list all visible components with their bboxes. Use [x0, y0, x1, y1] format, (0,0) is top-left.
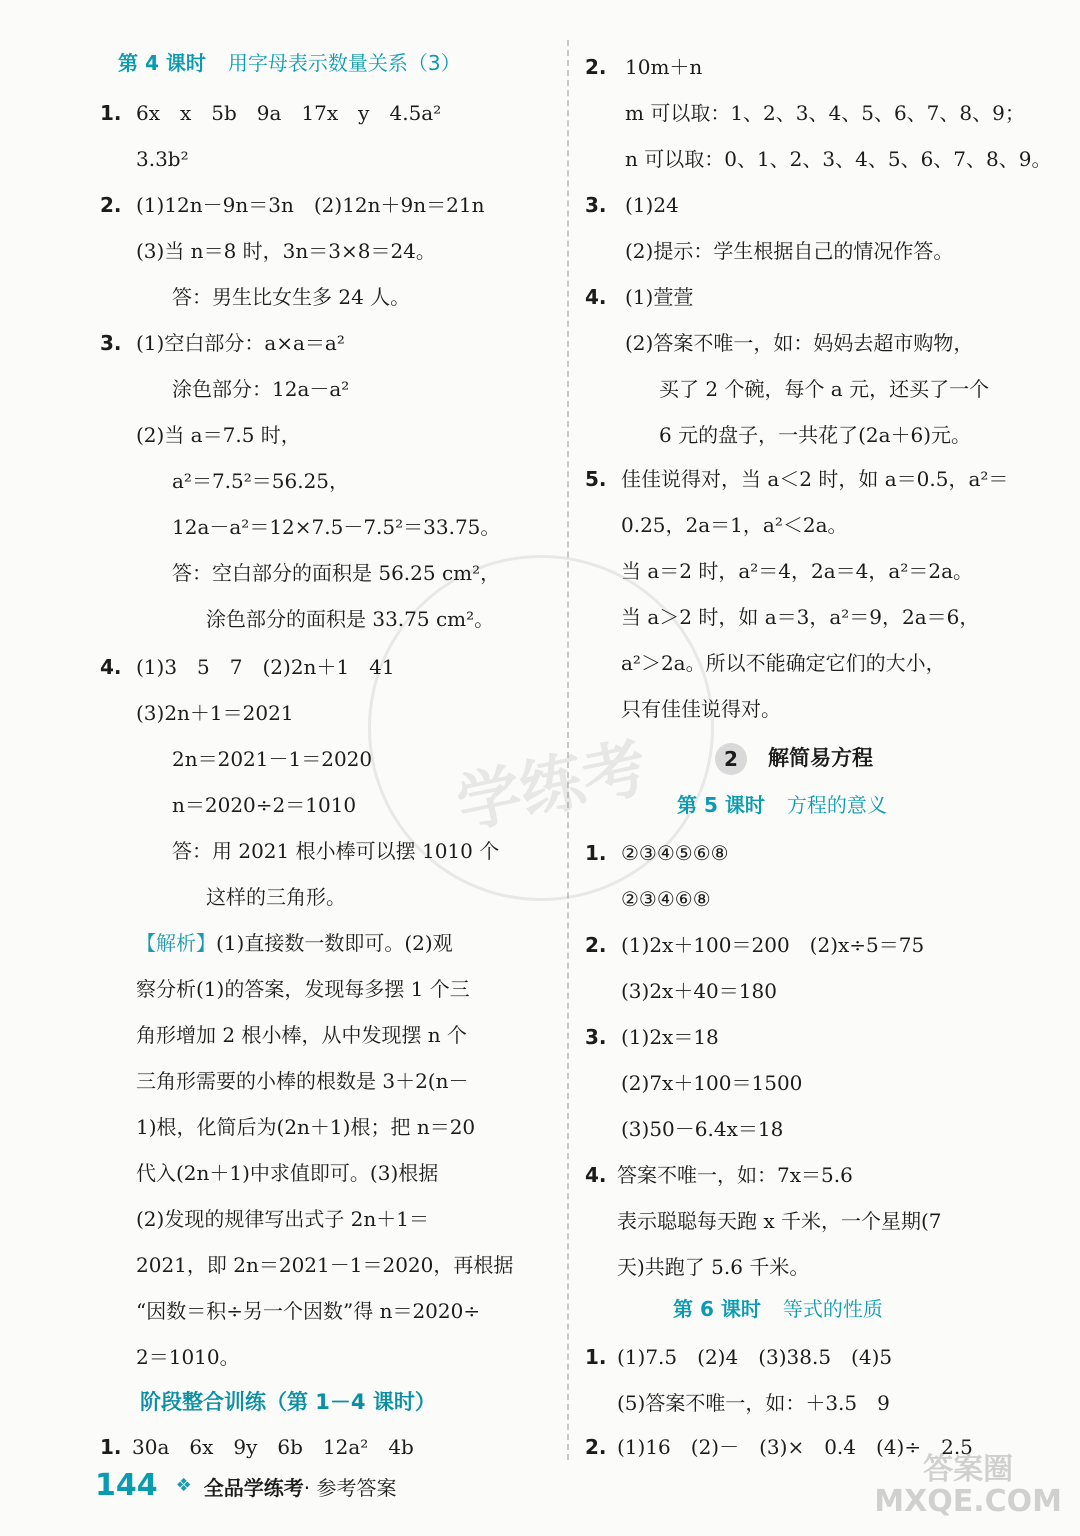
- diamond-icon: ❖: [175, 1475, 192, 1496]
- question-number: 4.: [100, 655, 122, 679]
- question-number: 1.: [100, 1435, 122, 1459]
- lesson-6-label: 第 6 课时: [673, 1297, 761, 1321]
- question-number: 1.: [100, 101, 122, 125]
- answer-line: 答：男生比女生多 24 人。: [172, 285, 411, 309]
- page-footer: [95, 1468, 396, 1503]
- answer-line: (1)空白部分：a×a＝a²: [136, 331, 345, 355]
- phase-training-heading: 阶段整合训练（第 1－4 课时）: [140, 1390, 436, 1414]
- lesson-4-title: 用字母表示数量关系（3）: [227, 51, 461, 75]
- answer-line: (2)答案不唯一，如：妈妈去超市购物，: [625, 331, 974, 355]
- analysis-line: 察分析(1)的答案，发现每多摆 1 个三: [136, 977, 470, 1001]
- answer-line: 涂色部分：12a－a²: [172, 377, 350, 401]
- question-number: 3.: [585, 1025, 607, 1049]
- lesson-4-label: 第 4 课时: [118, 51, 206, 75]
- question-number: 4.: [585, 285, 607, 309]
- question-number: 2.: [585, 1435, 607, 1459]
- lesson-5-heading: [677, 790, 887, 820]
- question-number: 1.: [585, 1345, 607, 1369]
- answer-line: n＝2020÷2＝1010: [172, 793, 357, 817]
- answer-line: 答案不唯一，如：7x＝5.6: [617, 1163, 853, 1187]
- answer-line: n 可以取：0、1、2、3、4、5、6、7、8、9。: [625, 147, 1052, 171]
- answer-line: 12a－a²＝12×7.5－7.5²＝33.75。: [172, 515, 501, 539]
- answer-line: 天)共跑了 5.6 千米。: [617, 1255, 810, 1279]
- answer-line: 表示聪聪每天跑 x 千米，一个星期(7: [617, 1209, 942, 1233]
- unit-title: 解简易方程: [768, 746, 873, 770]
- watermark-stamp-text: 学练考: [450, 730, 654, 844]
- lesson-5-title: 方程的意义: [786, 793, 887, 817]
- lesson-6-title: 等式的性质: [782, 1297, 883, 1321]
- answer-line: (2)提示：学生根据自己的情况作答。: [625, 239, 954, 263]
- answer-line: 3.3b²: [136, 147, 189, 171]
- answer-line: (1)24: [625, 193, 679, 217]
- question-number: 1.: [585, 841, 607, 865]
- analysis-text: (1)直接数一数即可。(2)观: [216, 931, 453, 955]
- answer-line: 这样的三角形。: [206, 885, 346, 909]
- question-number: 3.: [100, 331, 122, 355]
- answer-line: (1)7.5 (2)4 (3)38.5 (4)5: [617, 1345, 893, 1369]
- answer-line: (1)2x＋100＝200 (2)x÷5＝75: [621, 933, 925, 957]
- book-subtitle: · 参考答案: [303, 1476, 397, 1500]
- question-number: 3.: [585, 193, 607, 217]
- answer-line: 只有佳佳说得对。: [621, 697, 781, 721]
- question-number: 5.: [585, 467, 607, 491]
- answer-line: 2n＝2021－1＝2020: [172, 747, 373, 771]
- analysis-line: 2021，即 2n＝2021－1＝2020，再根据: [136, 1253, 514, 1277]
- answer-line: (2)7x＋100＝1500: [621, 1071, 803, 1095]
- book-title: 全品学练考: [203, 1476, 304, 1500]
- answer-line: 涂色部分的面积是 33.75 cm²。: [206, 607, 495, 631]
- analysis-label: 【解析】: [136, 931, 216, 955]
- answer-line: 佳佳说得对，当 a＜2 时，如 a＝0.5，a²＝: [621, 467, 1009, 491]
- answer-line: (1)萱萱: [625, 285, 694, 309]
- answer-line: (3)2n＋1＝2021: [136, 701, 294, 725]
- answer-line: 当 a＝2 时，a²＝4，2a＝4，a²＝2a。: [621, 559, 973, 583]
- lesson-4-heading: [118, 48, 461, 78]
- analysis-line-1: [136, 928, 453, 958]
- question-number: 4.: [585, 1163, 607, 1187]
- answer-line: (5)答案不唯一，如：＋3.5 9: [617, 1391, 890, 1415]
- answer-line: (2)当 a＝7.5 时，: [136, 423, 301, 447]
- analysis-line: 代入(2n＋1)中求值即可。(3)根据: [136, 1161, 439, 1185]
- analysis-line: 角形增加 2 根小棒，从中发现摆 n 个: [136, 1023, 468, 1047]
- analysis-line: 三角形需要的小棒的根数是 3＋2(n－: [136, 1069, 469, 1093]
- answer-line: ②③④⑥⑧: [621, 887, 711, 911]
- answer-line: 6x x 5b 9a 17x y 4.5a²: [136, 101, 442, 125]
- answer-line: 30a 6x 9y 6b 12a² 4b: [132, 1435, 414, 1459]
- answer-line: (1)2x＝18: [621, 1025, 719, 1049]
- answer-line: (1)3 5 7 (2)2n＋1 41: [136, 655, 395, 679]
- answer-line: (3)当 n＝8 时，3n＝3×8＝24。: [136, 239, 436, 263]
- answer-line: a²＞2a。所以不能确定它们的大小，: [621, 651, 946, 675]
- analysis-line: (2)发现的规律写出式子 2n＋1＝: [136, 1207, 430, 1231]
- answer-line: (3)50－6.4x＝18: [621, 1117, 784, 1141]
- analysis-line: “因数＝积÷另一个因数”得 n＝2020÷: [136, 1299, 481, 1323]
- answer-line: ②③④⑤⑥⑧: [621, 841, 729, 865]
- answer-line: 10m＋n: [625, 55, 703, 79]
- answer-line: 0.25，2a＝1，a²＜2a。: [621, 513, 848, 537]
- answer-line: m 可以取：1、2、3、4、5、6、7、8、9；: [625, 101, 1025, 125]
- unit-number-badge: 2: [715, 743, 747, 775]
- page-number: 144: [95, 1468, 158, 1503]
- answer-line: (1)12n－9n＝3n (2)12n＋9n＝21n: [136, 193, 485, 217]
- answer-line: 买了 2 个碗，每个 a 元，还买了一个: [659, 377, 990, 401]
- analysis-line: 2＝1010。: [136, 1345, 240, 1369]
- answer-line: a²＝7.5²＝56.25，: [172, 469, 350, 493]
- answer-line: 当 a＞2 时，如 a＝3，a²＝9，2a＝6，: [621, 605, 980, 629]
- answer-line: (1)16 (2)－ (3)× 0.4 (4)÷ 2.5: [617, 1435, 973, 1459]
- lesson-5-label: 第 5 课时: [677, 793, 765, 817]
- answer-line: 6 元的盘子，一共花了(2a＋6)元。: [659, 423, 972, 447]
- answer-line: 答：用 2021 根小棒可以摆 1010 个: [172, 839, 500, 863]
- question-number: 2.: [100, 193, 122, 217]
- question-number: 2.: [585, 933, 607, 957]
- corner-watermark-logo: 答案圈 MXQE.COM: [874, 1452, 1062, 1519]
- question-number: 2.: [585, 55, 607, 79]
- answer-line: (3)2x＋40＝180: [621, 979, 777, 1003]
- analysis-line: 1)根，化简后为(2n＋1)根；把 n＝20: [136, 1115, 476, 1139]
- lesson-6-heading: [673, 1294, 883, 1324]
- answer-line: 答：空白部分的面积是 56.25 cm²，: [172, 561, 501, 585]
